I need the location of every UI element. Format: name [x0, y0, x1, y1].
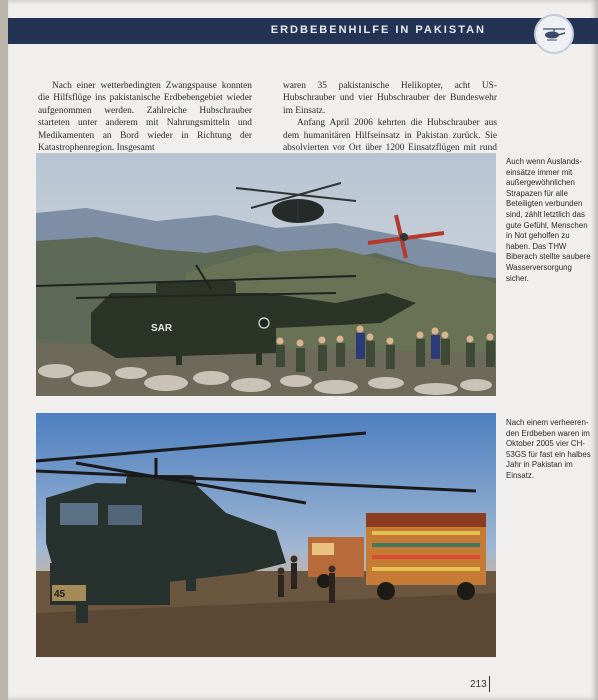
photo-caption: Nach einem verheerenden Erdbeben waren im Oktober 2005 vier CH-53GS für fast ein halbes Jahr in Pakistan im Einsatz.: [506, 418, 591, 480]
photo-caption: Auch wenn Auslandseinsätze immer mit außergewöhnlichen Strapazen für alle Beteiligten verbunden sind, zählt letztlich das gute Gefühl, Menschen in Not geholfen zu haben. Das THW Biberach stellte saubere Wasserversorgung sicher.: [506, 157, 591, 283]
book-spine-shadow: [0, 0, 8, 700]
body-paragraph: waren 35 pakistanische Helikopter, acht US-Hubschrauber und vier Hubschrauber der Bundeswehr im Einsatz.: [283, 81, 497, 116]
helicopter-tail-code: SAR: [151, 323, 173, 334]
helicopter-emblem-icon: [534, 14, 574, 54]
book-page: [8, 0, 598, 700]
body-text-left-column: Nach einer wetterbedingten Zwangspause konnten die Hilfsflüge ins pakistanische Erdbebengebiet wieder aufgenommen werden. Zahlreiche Hubschrauber starteten unter anderem mit Nahrungsmitteln und Medikamenten an Bord wieder in Richtung der Katastrophenregion. Insgesamt: [38, 81, 252, 154]
photo-helicopter-trucks-sunset: [36, 413, 496, 657]
page-number: 213: [470, 679, 487, 690]
photo-mountain-helicopter-landing: [36, 153, 496, 396]
page-number-rule: [489, 676, 490, 692]
helicopter-tail-code: 45: [54, 589, 66, 600]
body-paragraph: Anfang April 2006 kehrten die Hubschrauber aus dem humanitären Hilfseinsatz in Pakistan zurück. Sie absolvierten vor Ort über 1200 Einsatzflügen mit rund: [283, 118, 497, 154]
section-header-title: ERDBEBENHILFE IN PAKISTAN: [270, 24, 486, 36]
